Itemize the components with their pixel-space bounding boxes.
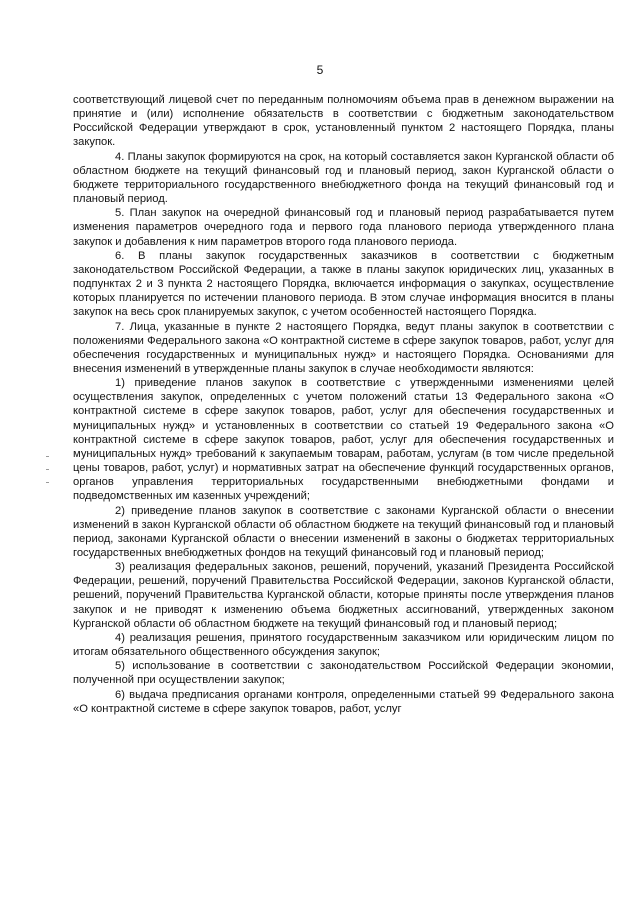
subitem-6: 6) выдача предписания органами контроля, определенными статьей 99 Федерального закона «О контрактной системе в сфере закупок товаров, работ, услуг: [73, 688, 614, 715]
scan-mark: [46, 469, 49, 470]
subitem-3: 3) реализация федеральных законов, решений, поручений, указаний Президента Российской Федерации, решений, поручений Правительства Российской Федерации, законов Курганской области, решений, поручений Правительства Курганской области, которые приняты после утверждения планов закупок и не приводят к изменению объема бюджетных ассигнований, утвержденных законом Курганской области об областном бюджете на текущий финансовый год и плановый период;: [73, 561, 614, 630]
paragraph-item-7: 7. Лица, указанные в пункте 2 настоящего Порядка, ведут планы закупок в соответствии с положениями Федерального закона «О контрактной системе в сфере закупок товаров, работ, услуг для обеспечения государственных и муниципальных нужд» и настоящего Порядка. Основаниями для внесения изменений в утвержденные планы закупок в случае необходимости являются:: [73, 320, 614, 375]
paragraph-item-6: 6. В планы закупок государственных заказчиков в соответствии с бюджетным законодательством Российской Федерации, а также в планы закупок юридических лиц, указанных в подпунктах 2 и 3 пункта 2 настоящего Порядка, включается информация о закупках, осуществление которых планируется по истечении планового периода. В этом случае информация вносится в планы закупок на весь срок планируемых закупок, с учетом особенностей настоящего Порядка.: [73, 249, 614, 319]
paragraph-item-4: 4. Планы закупок формируются на срок, на который составляется закон Курганской области об областном бюджете на текущий финансовый год и плановый период, закон Курганской области о бюджете территориального государственного внебюджетного фонда на текущий финансовый год и плановый период.: [73, 150, 614, 206]
subitem-1: 1) приведение планов закупок в соответствие с утвержденными изменениями целей осуществления закупок, определенных с учетом положений статьи 13 Федерального закона «О контрактной системе в сфере закупок товаров, работ, услуг для обеспечения государственных и муниципальных нужд» и установленных в соответствии со статьей 19 Федерального закона «О контрактной системе в сфере закупок товаров, работ, услуг для обеспечения государственных и муниципальных нужд» требований к закупаемым товарам, работам, услугам (в том числе предельной цены товаров, работ, услуг) и нормативных затрат на обеспечение функций государственных органов, органов управления территориальных государственными внебюджетными фондами и подведомственных им казенных учреждений;: [73, 377, 614, 503]
margin-scan-marks: [46, 456, 52, 496]
scan-mark: [46, 482, 49, 483]
body-text: [73, 93, 614, 716]
paragraph-continuation: соответствующий лицевой счет по переданным полномочиям объема прав в денежном выражении на принятие и (или) исполнение обязательств в соответствии с бюджетным законодательством Российской Федерации утверждают в срок, установленный пунктом 2 настоящего Порядка, планы закупок.: [73, 94, 614, 149]
subitem-5: 5) использование в соответствии с законодательством Российской Федерации экономии, полученной при осуществлении закупок;: [73, 660, 614, 687]
scan-mark: [46, 456, 49, 457]
subitem-2: 2) приведение планов закупок в соответствие с законами Курганской области о внесении изменений в закон Курганской области об областном бюджете на текущий финансовый год и плановый период, законами Курганской области о внесении изменений в законы о бюджетах территориальных государственных внебюджетных фондов на текущий финансовый год и плановый период;: [73, 504, 614, 559]
subitem-4: 4) реализация решения, принятого государственным заказчиком или юридическим лицом по итогам обязательного общественного обсуждения закупок;: [73, 631, 614, 659]
page-number: 5: [316, 63, 324, 77]
paragraph-item-5: 5. План закупок на очередной финансовый год и плановый период разрабатывается путем изменения параметров очередного года и первого года планового периода утвержденного плана закупок и добавления к ним параметров второго года планового периода.: [73, 207, 614, 248]
